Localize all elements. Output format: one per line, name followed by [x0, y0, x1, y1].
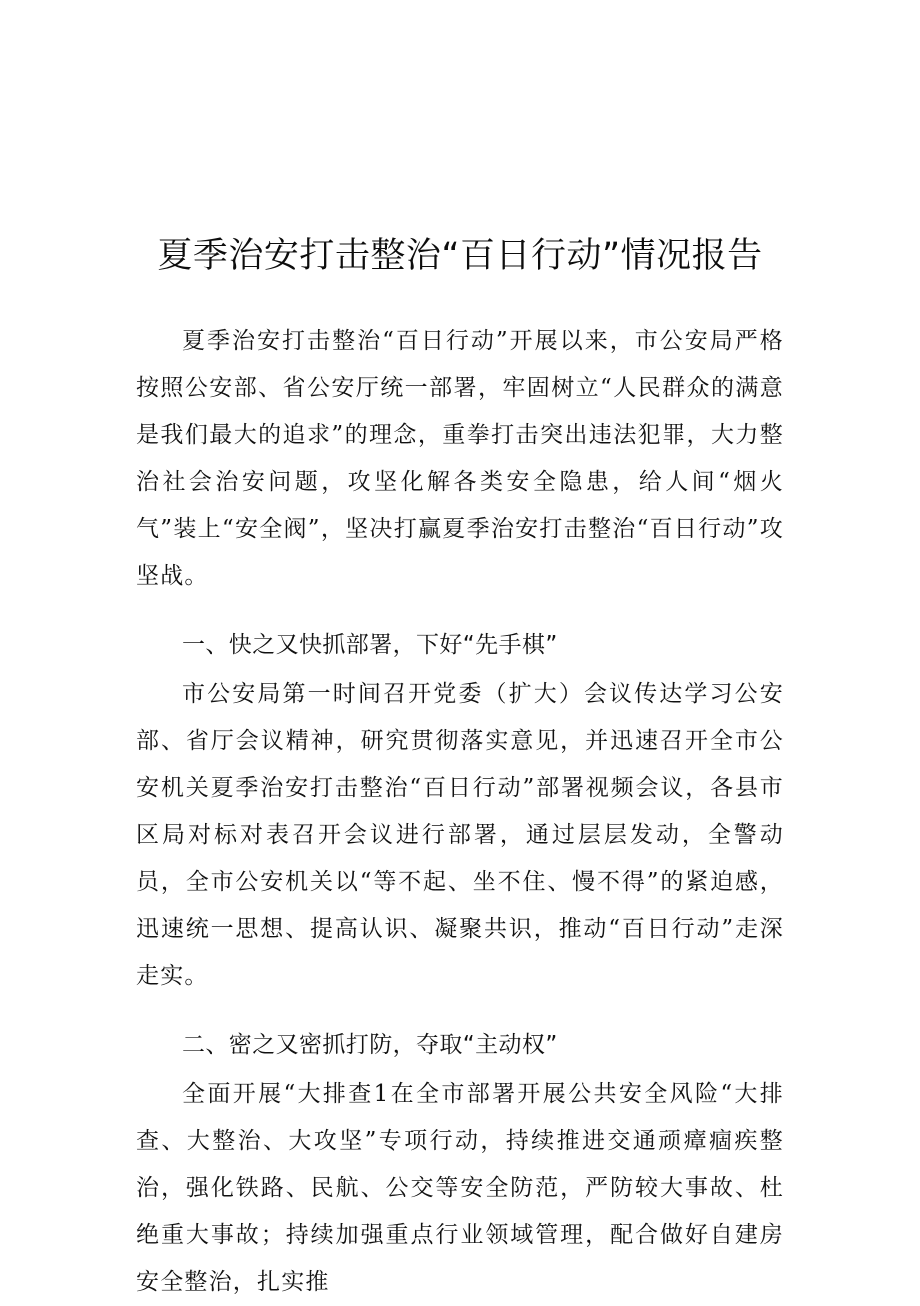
section-heading-1: 一、快之又快抓部署，下好“先手棋” — [182, 632, 558, 658]
section-body-2: 全面开展“大排查1在全市部署开展公共安全风险“大排查、大整治、大攻坚”专项行动，持续推进交通顽瘴痼疾整治，强化铁路、民航、公交等安全防范，严防较大事故、杜绝重大事故；持续加强重点行业领域管理，配合做好自建房安全整治，扎实推 — [136, 1081, 784, 1295]
section-heading-2: 二、密之又密抓打防，夺取“主动权” — [182, 1032, 558, 1058]
document-title: 夏季治安打击整治“百日行动”情况报告 — [157, 236, 763, 276]
document-body — [136, 318, 784, 1306]
section-body-1: 市公安局第一时间召开党委（扩大）会议传达学习公安部、省厅会议精神，研究贯彻落实意见，并迅速召开全市公安机关夏季治安打击整治“百日行动”部署视频会议，各县市区局对标对表召开会议进行部署，通过层层发动，全警动员，全市公安机关以“等不起、坐不住、慢不得”的紧迫感，迅速统一思想、提高认识、凝聚共识，推动“百日行动”走深走实。 — [136, 681, 784, 989]
intro-paragraph: 夏季治安打击整治“百日行动”开展以来，市公安局严格按照公安部、省公安厅统一部署，牢固树立“人民群众的满意是我们最大的追求”的理念，重拳打击突出违法犯罪，大力整治社会治安问题，攻坚化解各类安全隐患，给人间“烟火气”装上“安全阀”，坚决打赢夏季治安打击整治“百日行动”攻坚战。 — [136, 328, 784, 589]
